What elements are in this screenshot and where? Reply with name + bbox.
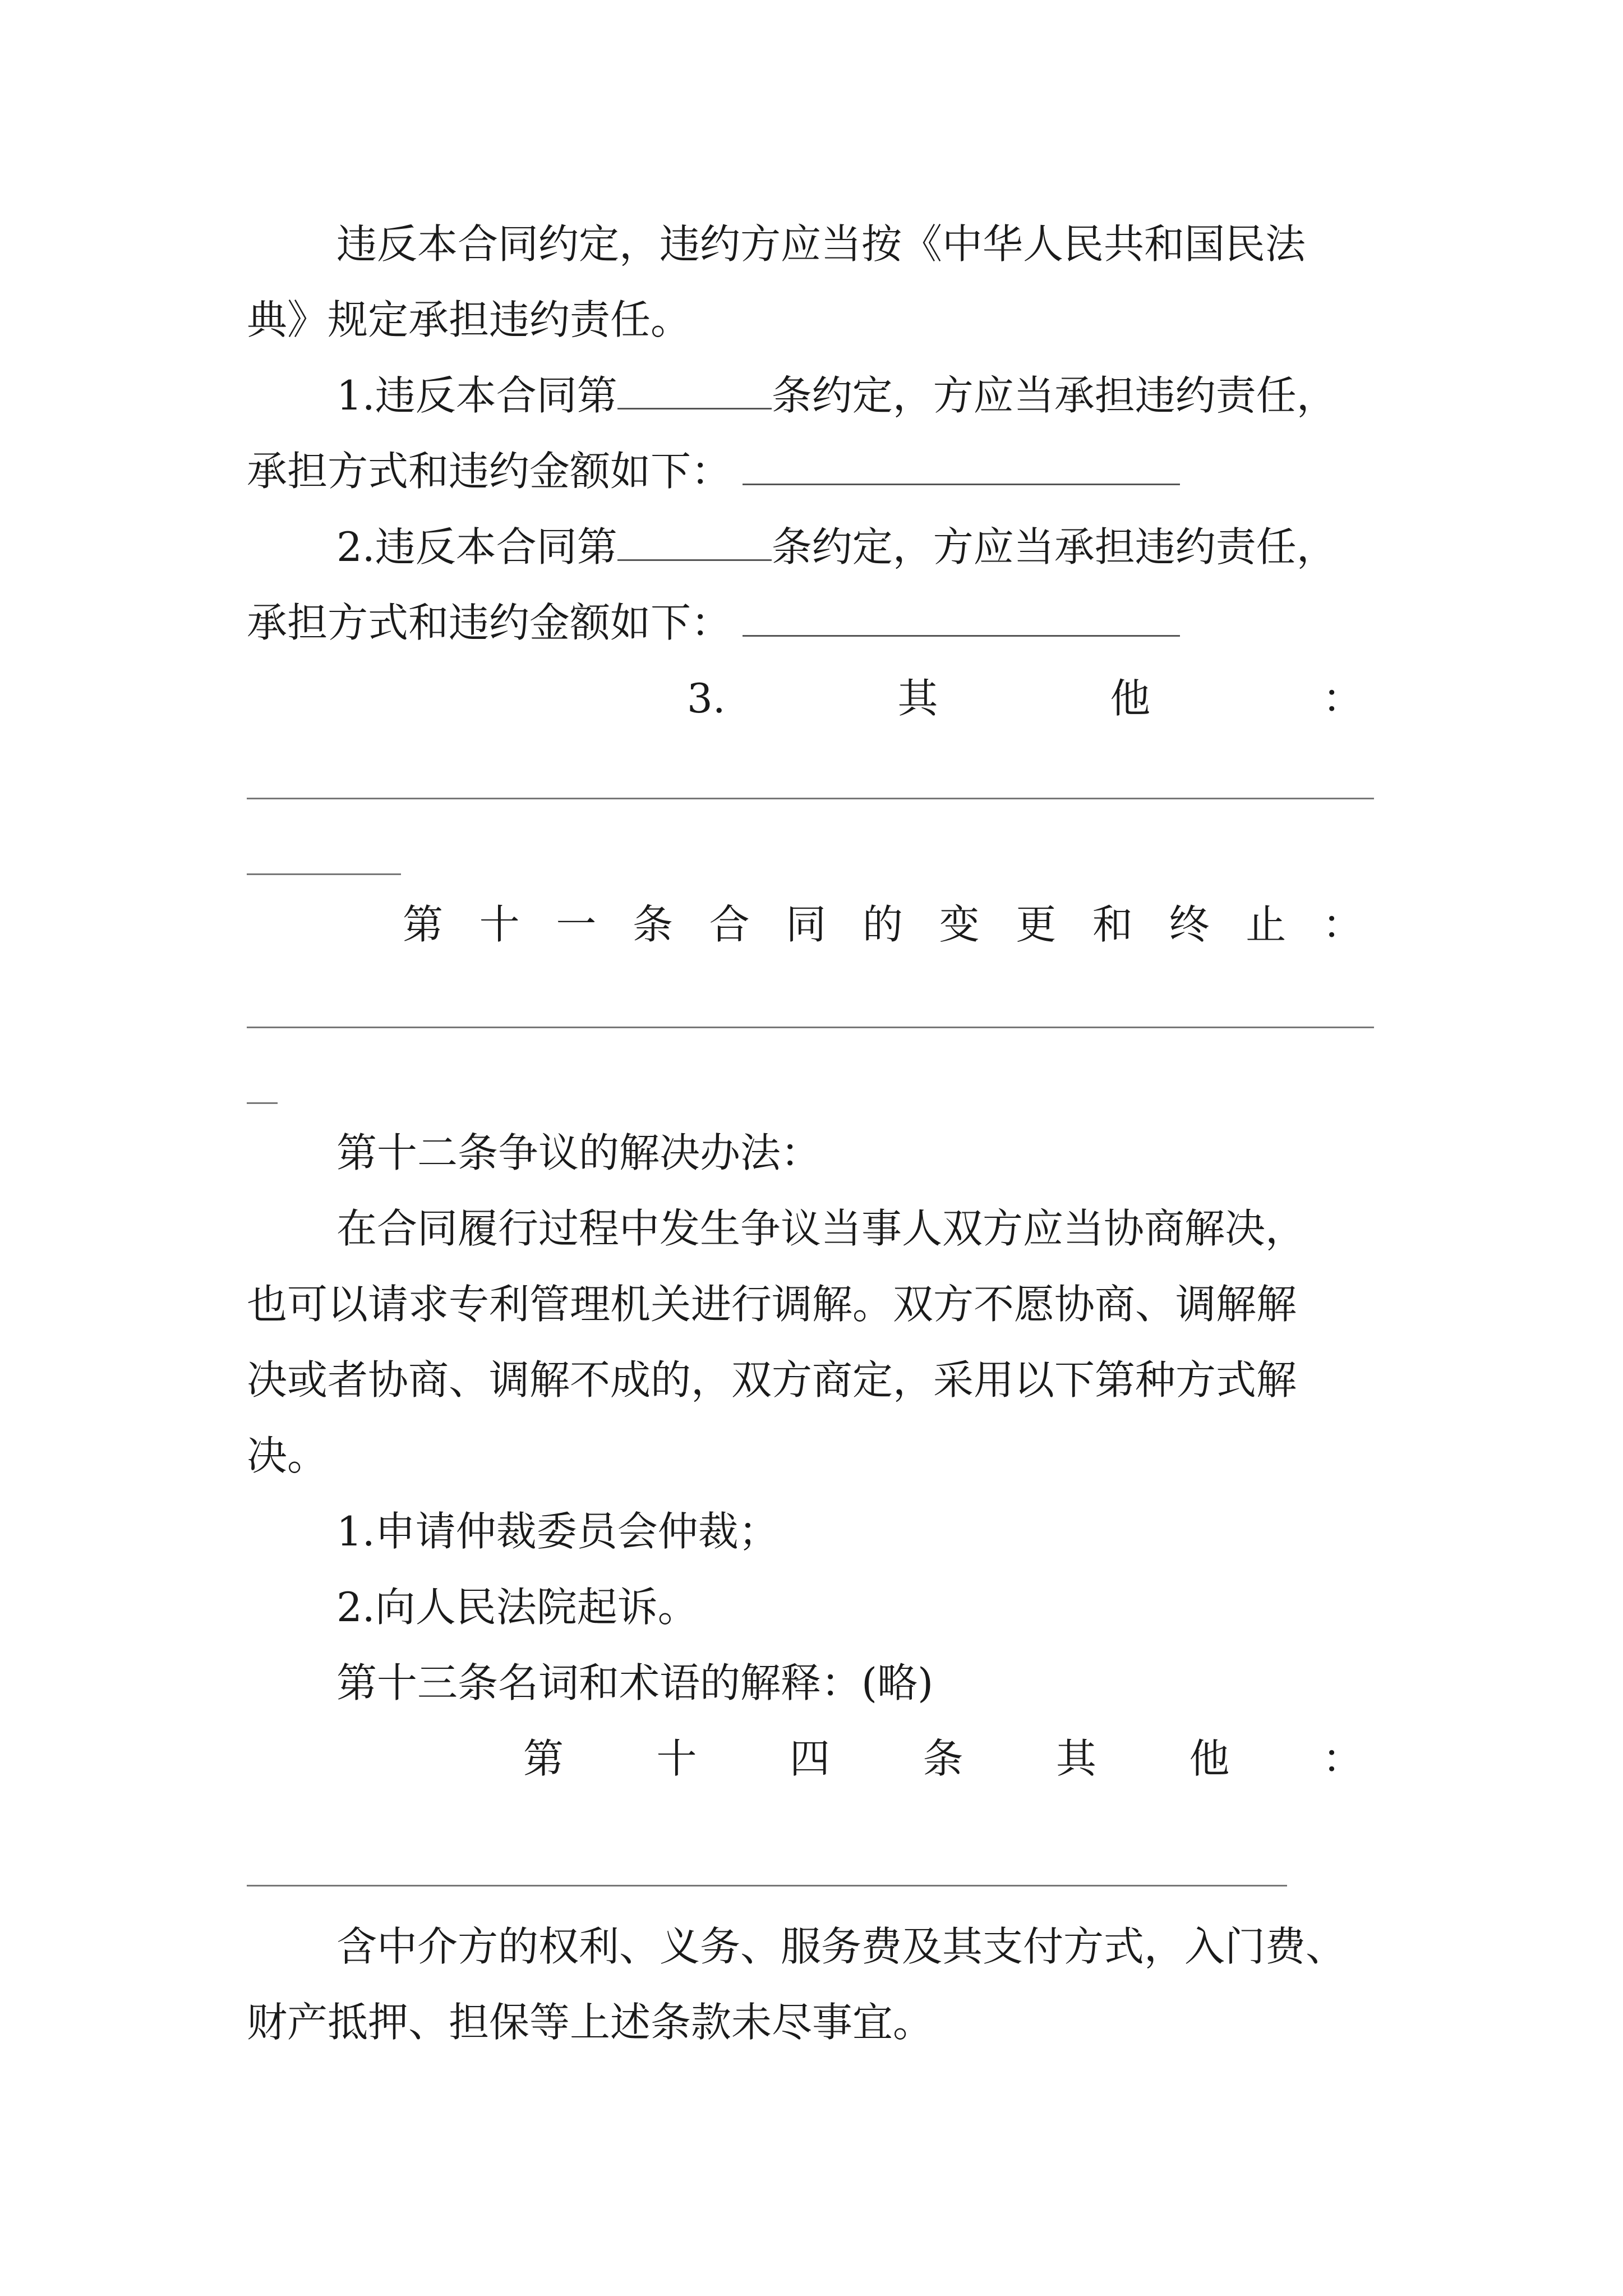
item-1-line-2-text: 承担方式和违约金额如下： (247, 448, 732, 495)
article-12-option-1-text: 1.申请仲裁委员会仲裁； (336, 1508, 779, 1555)
item-3-char: 3. (687, 675, 726, 722)
article-12-option-2-text: 2.向人民法院起诉。 (336, 1584, 698, 1631)
item-1-line-2 (247, 432, 1402, 510)
article-14-char: 十 (656, 1735, 697, 1782)
item-3-line (687, 659, 1363, 738)
article-12-body-text: 决。 (247, 1432, 328, 1479)
item-3-char: 他 (1110, 675, 1151, 722)
article-12-body-text: 在合同履行过程中发生争议当事人双方应当协商解决， (336, 1205, 1306, 1252)
article-12-heading (247, 1114, 1402, 1192)
article-11-char: 终 (1169, 901, 1210, 948)
article-11-char: 合 (709, 901, 750, 948)
article-14-char: 其 (1055, 1735, 1096, 1782)
article-12-body-line-4 (247, 1416, 1402, 1495)
item-2-amount-blank[interactable] (743, 591, 1180, 637)
item-1-article-blank[interactable] (617, 364, 772, 409)
article-14-char: 第 (523, 1735, 564, 1782)
item-2-prefix: 2.违反本合同第 (336, 523, 617, 570)
closing-text-2: 财产抵押、担保等上述条款未尽事宜。 (247, 1999, 934, 2046)
article-12-option-1 (247, 1492, 1402, 1571)
paragraph-breach-line-2 (247, 280, 1402, 359)
item-2-article-blank[interactable] (617, 516, 772, 561)
article-11-char: ： (1322, 901, 1363, 948)
article-14-fill-line[interactable] (247, 1885, 1287, 1887)
item-2-line-1 (247, 508, 1402, 586)
article-11-char: 同 (786, 901, 827, 948)
article-13-heading-text: 第十三条名词和术语的解释：(略) (336, 1659, 934, 1706)
article-11-char: 更 (1016, 901, 1057, 948)
item-1-prefix: 1.违反本合同第 (336, 372, 617, 419)
article-14-char: 他 (1189, 1735, 1230, 1782)
paragraph-breach-text-2: 典》规定承担违约责任。 (247, 296, 691, 343)
item-2-line-2-text: 承担方式和违约金额如下： (247, 599, 732, 646)
item-3-fill-line-2[interactable] (247, 873, 401, 875)
item-1-suffix: 条约定，方应当承担违约责任， (771, 372, 1337, 419)
article-11-char: 第 (403, 901, 444, 948)
article-12-body-line-1 (247, 1189, 1402, 1268)
article-14-heading (523, 1719, 1363, 1798)
closing-text-1: 含中介方的权利、义务、服务费及其支付方式，入门费、 (336, 1923, 1347, 1970)
item-1-line-1 (247, 356, 1402, 435)
closing-line-1 (247, 1907, 1402, 1986)
item-2-line-2 (247, 583, 1402, 662)
closing-line-2 (247, 1983, 1402, 2062)
article-13-heading (247, 1644, 1402, 1722)
article-11-char: 十 (479, 901, 520, 948)
item-3-char: 其 (897, 675, 938, 722)
article-12-body-text: 决或者协商、调解不成的，双方商定，采用以下第种方式解 (247, 1356, 1297, 1404)
article-14-char: 条 (923, 1735, 963, 1782)
article-14-char: ： (1322, 1735, 1363, 1782)
item-3-fill-line-1[interactable] (247, 798, 1374, 799)
article-11-fill-line-2[interactable] (247, 1102, 278, 1104)
paragraph-breach-line-1 (247, 205, 1402, 283)
item-2-suffix: 条约定，方应当承担违约责任， (771, 523, 1337, 570)
article-12-option-2 (247, 1568, 1402, 1646)
article-11-char: 和 (1092, 901, 1133, 948)
article-12-body-text: 也可以请求专利管理机关进行调解。双方不愿协商、调解解 (247, 1281, 1297, 1328)
item-1-amount-blank[interactable] (743, 440, 1180, 485)
article-14-char: 四 (789, 1735, 830, 1782)
item-3-char: ： (1322, 675, 1363, 722)
article-11-char: 条 (632, 901, 673, 948)
article-11-char: 一 (556, 901, 597, 948)
paragraph-breach-text-1: 违反本合同约定，违约方应当按《中华人民共和国民法 (336, 220, 1306, 268)
article-11-char: 变 (939, 901, 980, 948)
article-11-fill-line-1[interactable] (247, 1027, 1374, 1028)
article-11-char: 的 (862, 901, 903, 948)
article-11-char: 止 (1246, 901, 1287, 948)
article-12-heading-text: 第十二条争议的解决办法： (336, 1129, 822, 1176)
article-11-heading (403, 885, 1363, 964)
article-12-body-line-3 (247, 1341, 1402, 1419)
article-12-body-line-2 (247, 1265, 1402, 1343)
